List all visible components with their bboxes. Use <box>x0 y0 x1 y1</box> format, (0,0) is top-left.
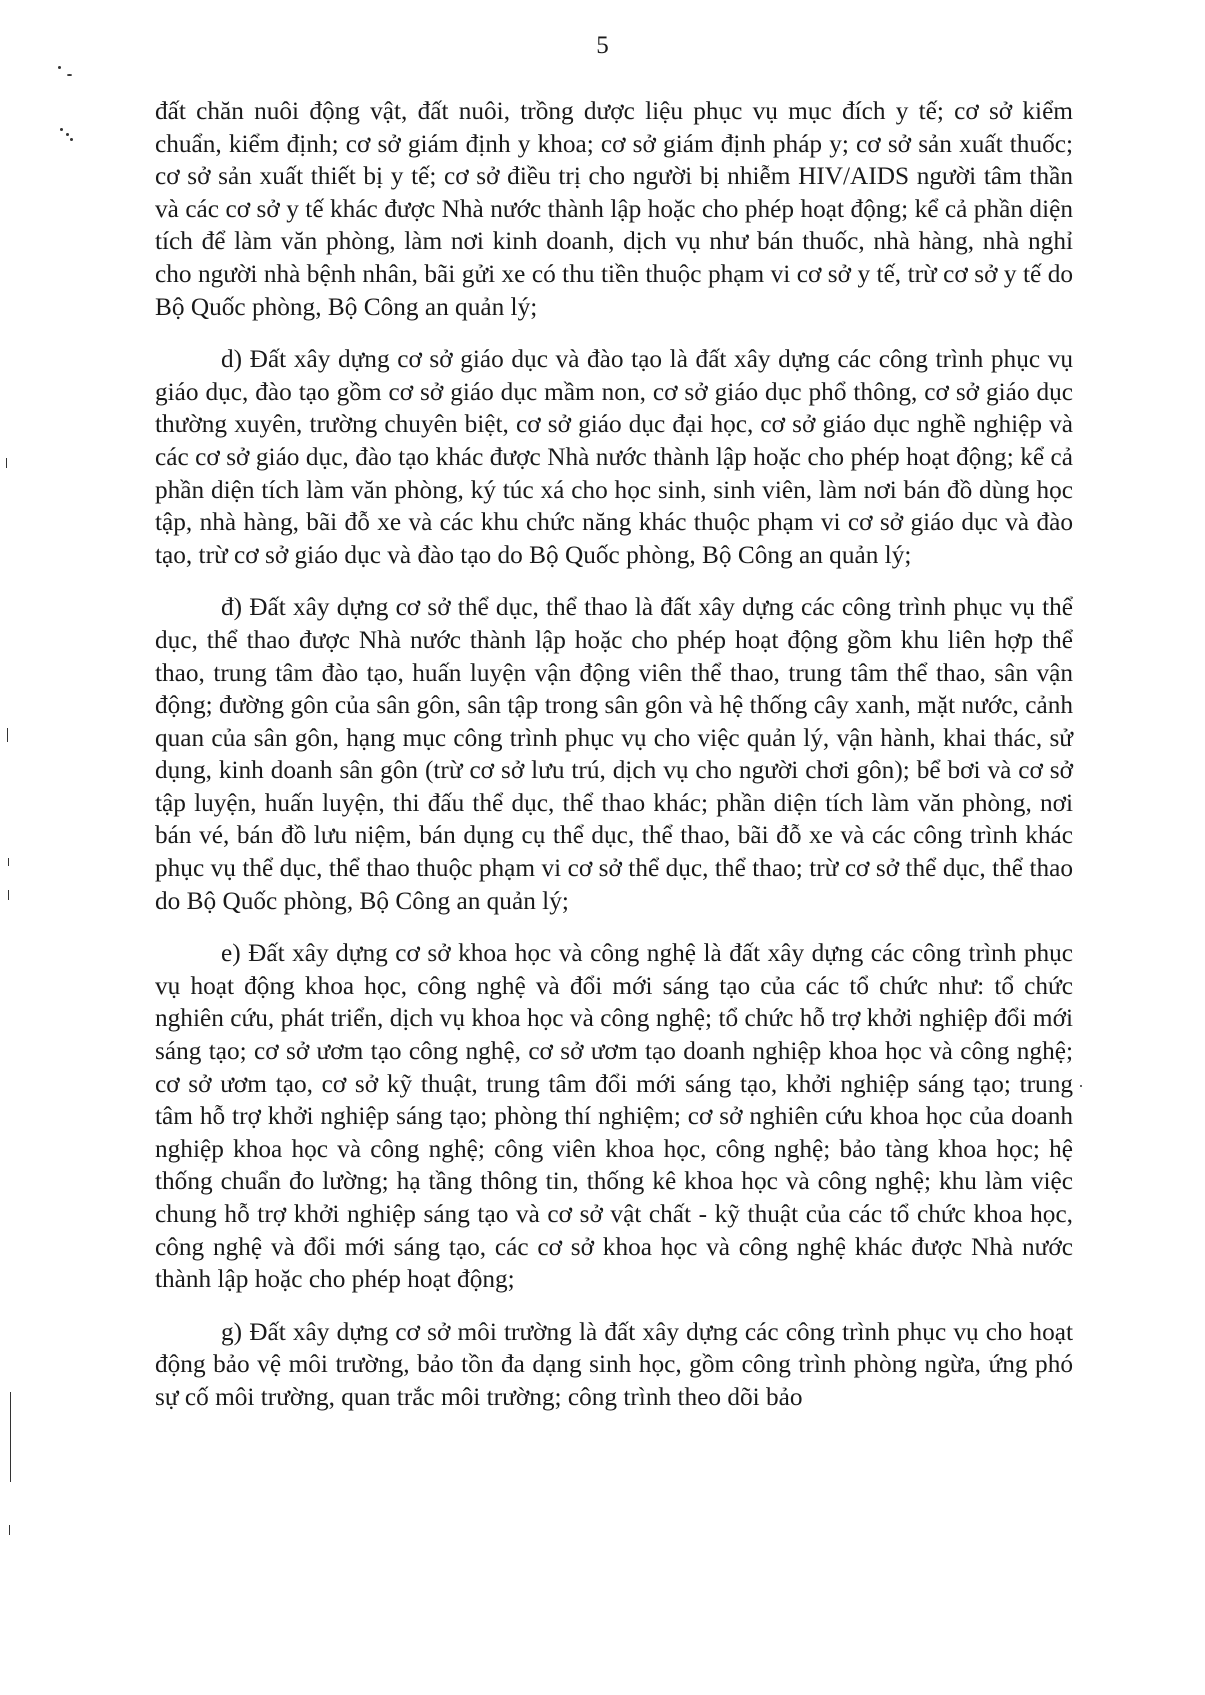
paragraph-item-e: e) Đất xây dựng cơ sở khoa học và công nghệ là đất xây dựng các công trình phục vụ hoạt động khoa học, công nghệ và đổi mới sáng tạo của các tổ chức như: tổ chức nghiên cứu, phát triển, dịch vụ khoa học và công nghệ; tổ chức hỗ trợ khởi nghiệp đổi mới sáng tạo; cơ sở ươm tạo công nghệ, cơ sở ươm tạo doanh nghiệp khoa học và công nghệ; cơ sở ươm tạo, cơ sở kỹ thuật, trung tâm đổi mới sáng tạo, khởi nghiệp sáng tạo; trung tâm hỗ trợ khởi nghiệp sáng tạo; phòng thí nghiệm; cơ sở nghiên cứu khoa học của doanh nghiệp khoa học và công nghệ; công viên khoa học, công nghệ; bảo tàng khoa học; hệ thống chuẩn đo lường; hạ tầng thông tin, thống kê khoa học và công nghệ; khu làm việc chung hỗ trợ khởi nghiệp sáng tạo và cơ sở vật chất - kỹ thuật của các tổ chức khoa học, công nghệ và đổi mới sáng tạo, các cơ sở khoa học và công nghệ khác được Nhà nước thành lập hoặc cho phép hoạt động; <box>155 939 1073 1294</box>
scan-speck <box>7 728 8 742</box>
paragraph-item-d: d) Đất xây dựng cơ sở giáo dục và đào tạo là đất xây dựng các công trình phục vụ giáo dục, đào tạo gồm cơ sở giáo dục mầm non, cơ sở giáo dục phổ thông, cơ sở giáo dục thường xuyên, trường chuyên biệt, cơ sở giáo dục đại học, cơ sở giáo dục nghề nghiệp và các cơ sở giáo dục, đào tạo khác được Nhà nước thành lập hoặc cho phép hoạt động; kể cả phần diện tích làm văn phòng, ký túc xá cho học sinh, sinh viên, làm nơi bán đồ dùng học tập, nhà hàng, bãi đỗ xe và các khu chức năng khác thuộc phạm vi cơ sở giáo dục và đào tạo, trừ cơ sở giáo dục và đào tạo do Bộ Quốc phòng, Bộ Công an quản lý; <box>155 345 1073 569</box>
scan-edge-line <box>10 1392 11 1482</box>
scan-speck <box>1080 1085 1082 1087</box>
scan-speck <box>60 128 63 131</box>
paragraph-item-g: g) Đất xây dựng cơ sở môi trường là đất xây dựng các công trình phục vụ cho hoạt động bảo vệ môi trường, bảo tồn đa dạng sinh học, gồm công trình phòng ngừa, ứng phó sự cố môi trường, quan trắc môi trường; công trình theo dõi bảo <box>155 1317 1073 1411</box>
scan-speck <box>6 458 7 468</box>
scan-speck <box>66 133 69 136</box>
paragraph-item-dd: đ) Đất xây dựng cơ sở thể dục, thể thao là đất xây dựng các công trình phục vụ thể dục, thể thao được Nhà nước thành lập hoặc cho phép hoạt động gồm khu liên hợp thể thao, trung tâm đào tạo, huấn luyện vận động viên thể thao, trung tâm thể thao, sân vận động; đường gôn của sân gôn, sân tập trong sân gôn và hệ thống cây xanh, mặt nước, cảnh quan của sân gôn, hạng mục công trình phục vụ cho việc quản lý, vận hành, khai thác, sử dụng, kinh doanh sân gôn (trừ cơ sở lưu trú, dịch vụ cho người chơi gôn); bể bơi và cơ sở tập luyện, huấn luyện, thi đấu thể dục, thể thao khác; phần diện tích làm văn phòng, nơi bán vé, bán đồ lưu niệm, bán dụng cụ thể dục, thể thao, bãi đỗ xe và các công trình khác phục vụ thể dục, thể thao thuộc phạm vi cơ sở thể dục, thể thao; trừ cơ sở thể dục, thể thao do Bộ Quốc phòng, Bộ Công an quản lý; <box>155 593 1073 915</box>
paragraph-continuation: đất chăn nuôi động vật, đất nuôi, trồng dược liệu phục vụ mục đích y tế; cơ sở kiểm chuẩn, kiểm định; cơ sở giám định y khoa; cơ sở giám định pháp y; cơ sở sản xuất thuốc; cơ sở sản xuất thiết bị y tế; cơ sở điều trị cho người bị nhiễm HIV/AIDS người tâm thần và các cơ sở y tế khác được Nhà nước thành lập hoặc cho phép hoạt động; kể cả phần diện tích để làm văn phòng, làm nơi kinh doanh, dịch vụ như bán thuốc, nhà hàng, nhà nghỉ cho người nhà bệnh nhân, bãi gửi xe có thu tiền thuộc phạm vi cơ sở y tế, trừ cơ sở y tế do Bộ Quốc phòng, Bộ Công an quản lý; <box>155 97 1073 321</box>
page-number: 5 <box>596 32 609 59</box>
scan-speck <box>70 138 73 141</box>
scan-speck <box>9 1525 10 1535</box>
scan-speck <box>8 890 9 900</box>
scan-speck <box>8 858 9 866</box>
scan-speck <box>58 66 61 69</box>
scan-speck <box>67 74 72 76</box>
document-body <box>155 95 1073 1414</box>
